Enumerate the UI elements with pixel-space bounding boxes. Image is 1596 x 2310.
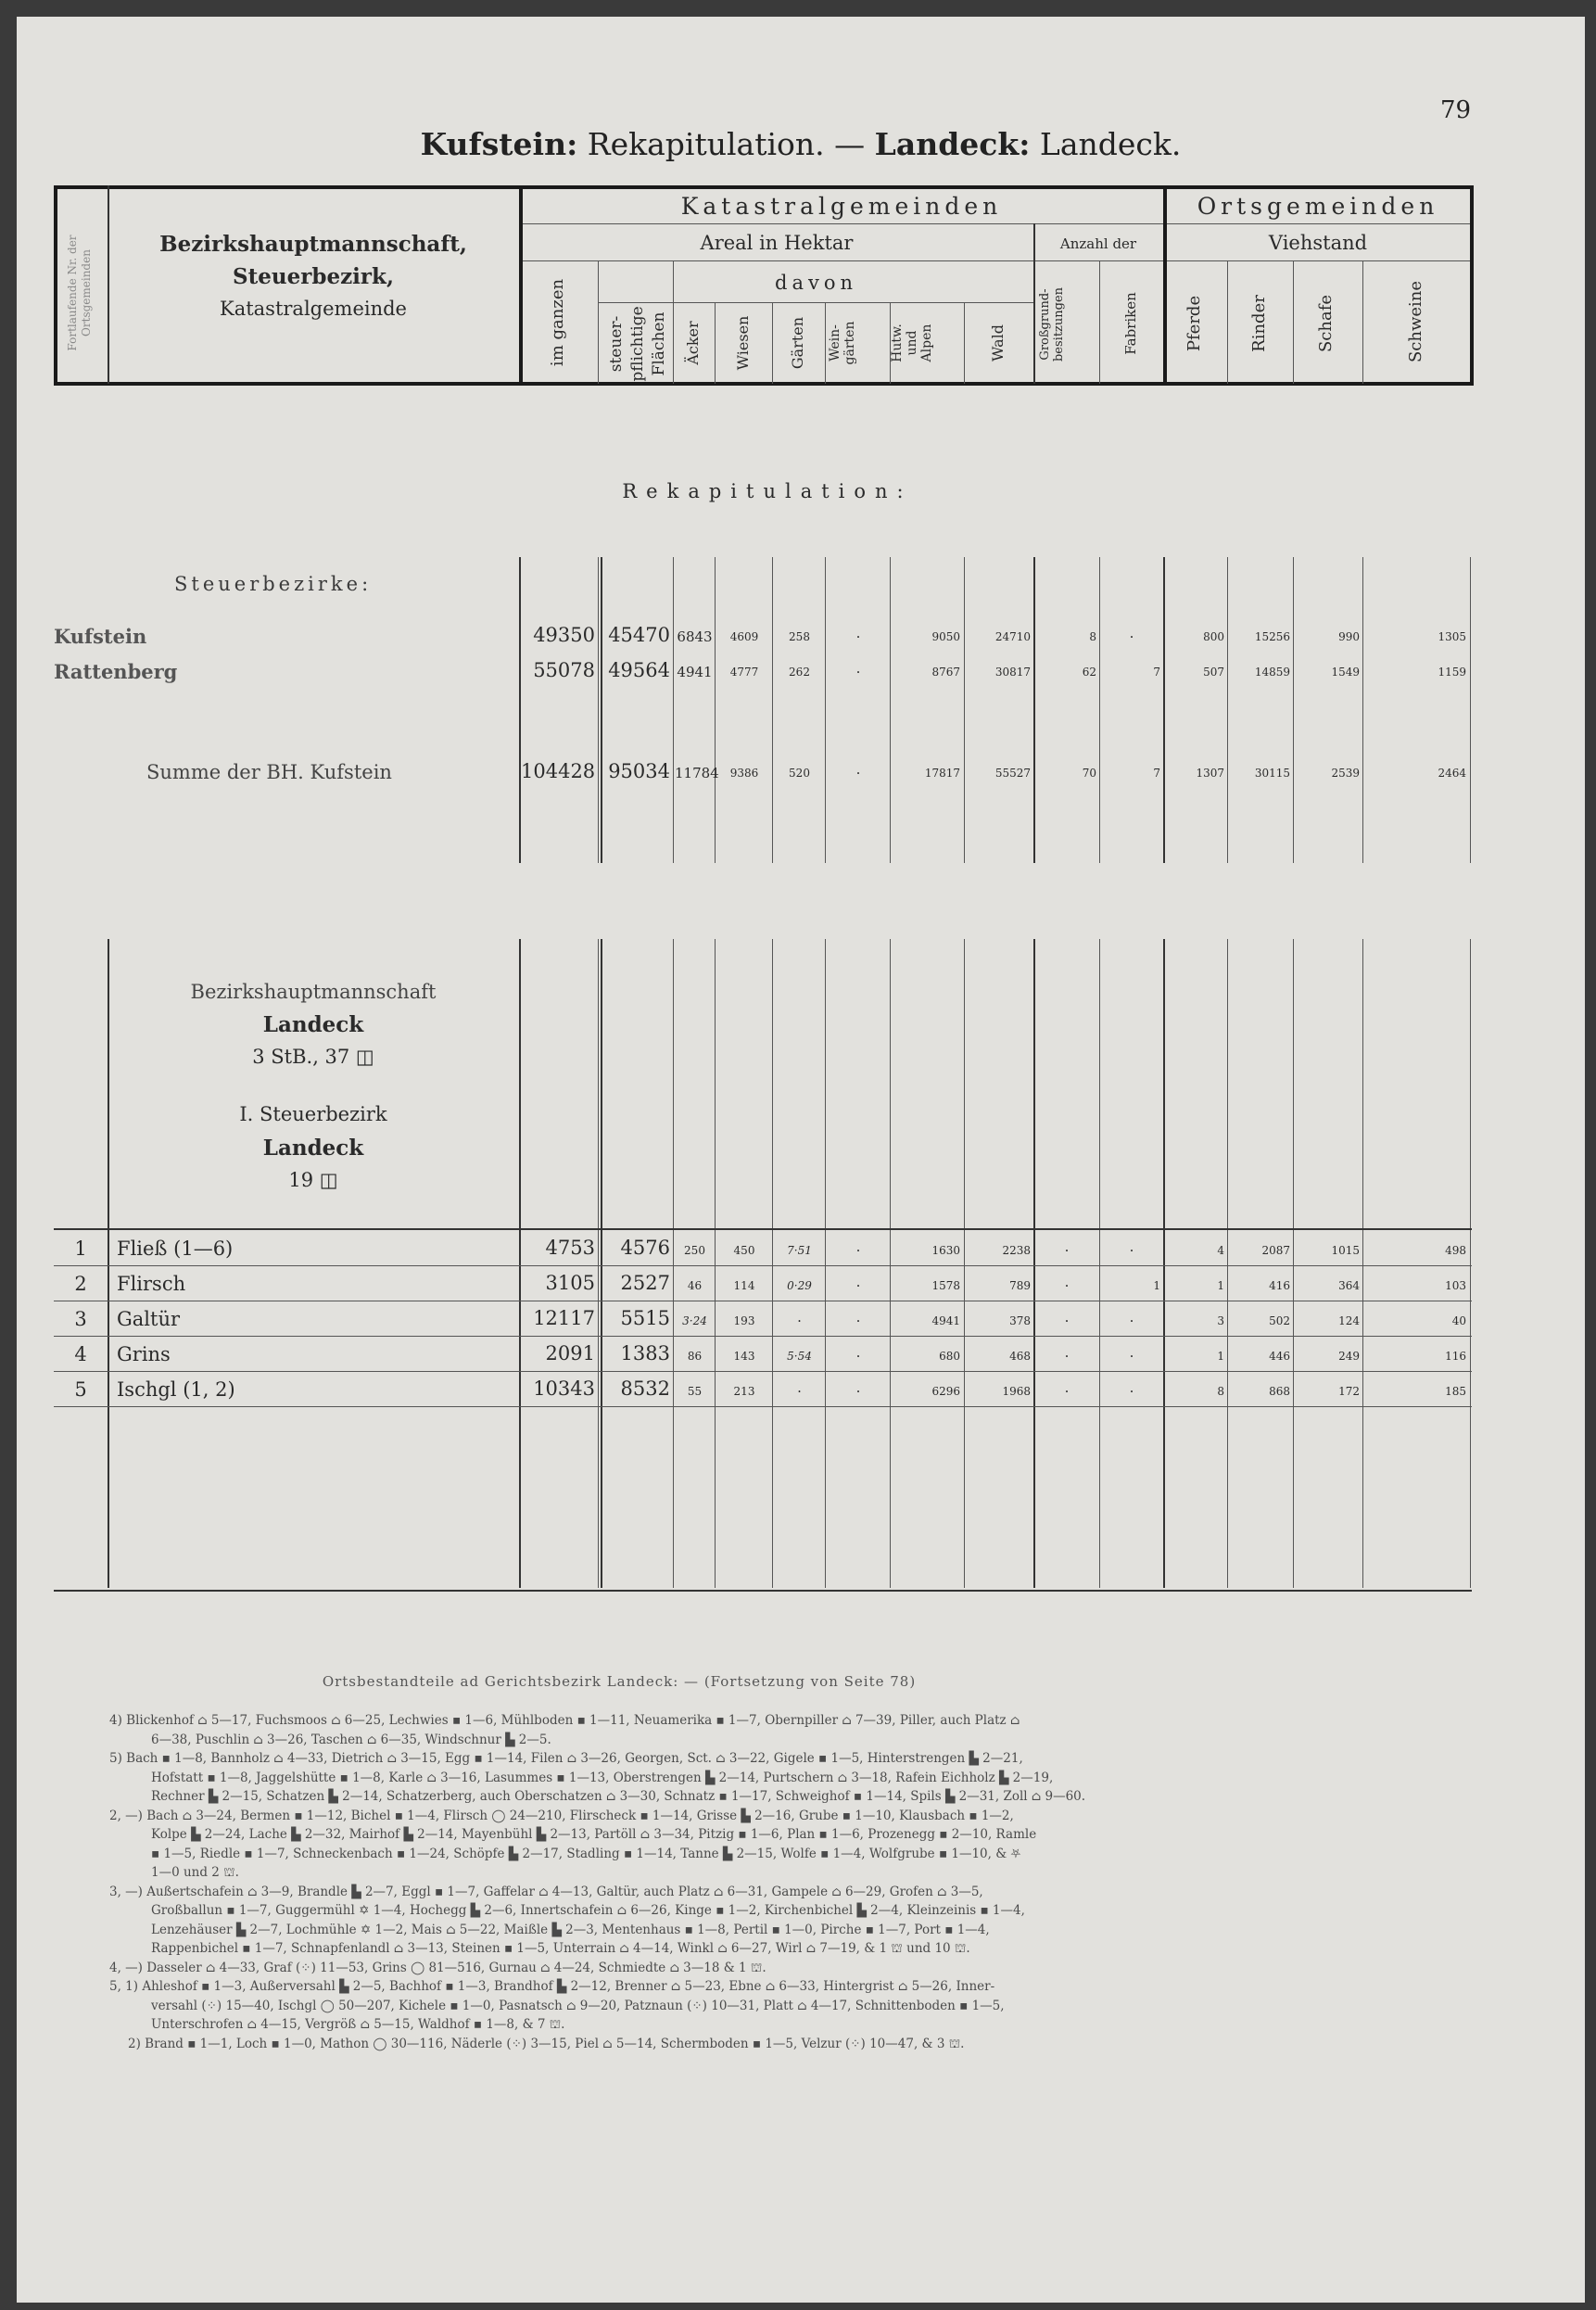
cell: . [1129, 1379, 1134, 1396]
cell: . [1129, 1238, 1134, 1255]
cell: . [1064, 1274, 1070, 1290]
recap-divider-c3 [715, 557, 716, 863]
row-name: Flirsch [117, 1273, 186, 1295]
cell: . [797, 1379, 802, 1396]
footnote-line: 5, 1) Ahleshof ▪ 1—3, Außerversahl ▙ 2—5, Bachhof ▪ 1—3, Brandhof ▙ 2—12, Brenner ⌂ 5—23, Ebne ⌂ 6—33, Hintergrist ⌂ 5—26, Inner- [109, 1979, 995, 1994]
header-col-weingaerten: Wein-gärten [828, 321, 857, 365]
landeck-rule-5 [54, 1406, 1472, 1407]
landeck-divider-c1 [598, 939, 599, 1588]
cell: 17817 [924, 767, 960, 780]
header-col-im-ganzen: im ganzen [548, 278, 567, 367]
footnote-line: 3, —) Außertschafein ⌂ 3—9, Brandle ▙ 2—7, Eggl ▪ 1—7, Gaffelar ⌂ 4—13, Galtür, auch Platz ⌂ 6—31, Gampele ⌂ 6—29, Grofen ⌂ 3—5, [109, 1884, 983, 1899]
row-number: 3 [74, 1308, 87, 1330]
cell: 7 [1153, 767, 1160, 780]
header-divider-c7 [964, 302, 965, 384]
cell: 262 [789, 666, 810, 679]
cell: 789 [1009, 1279, 1031, 1292]
page [17, 17, 1585, 2303]
cell: 14859 [1254, 666, 1290, 679]
cell: 2527 [620, 1272, 670, 1294]
cell: 8532 [620, 1377, 670, 1400]
cell: 0·29 [787, 1279, 812, 1292]
footnote-line: 6—38, Puschlin ⌂ 3—26, Taschen ⌂ 6—35, Windschnur ▙ 2—5. [151, 1732, 551, 1747]
recap-divider-c6 [890, 557, 891, 863]
footnote-line: Kolpe ▙ 2—24, Lache ▙ 2—32, Mairhof ▙ 2—14, Mayenbühl ▙ 2—13, Partöll ⌂ 3—34, Pitzig ▪ 1—6, Plan ▪ 1—6, Prozenegg ▪ 2—10, Ramle [151, 1827, 1037, 1842]
landeck-line5: Landeck [262, 1136, 364, 1161]
cell: . [1064, 1238, 1070, 1255]
recap-divider-c4 [772, 557, 773, 863]
cell: 2464 [1438, 767, 1466, 780]
recap-subheading: Steuerbezirke: [174, 573, 373, 595]
header-col1-line3: Katastralgemeinde [220, 298, 407, 320]
recap-divider-c11 [1227, 557, 1228, 863]
header-rule-2 [519, 260, 1474, 261]
cell: 11784 [675, 765, 719, 781]
title-part-1: Kufstein: [420, 126, 578, 162]
landeck-line2: Landeck [262, 1012, 364, 1037]
header-davon: davon [775, 272, 857, 294]
header-divider-c1 [598, 260, 599, 384]
cell: 9050 [931, 630, 960, 643]
cell: 1305 [1438, 630, 1466, 643]
cell: 1307 [1196, 767, 1224, 780]
cell: 49564 [608, 659, 670, 681]
table-bottom-rule [54, 1590, 1472, 1592]
landeck-divider-c9 [1099, 939, 1100, 1588]
footnote-line: Rechner ▙ 2—15, Schatzen ▙ 2—14, Schatzerberg, auch Oberschatzen ⌂ 3—30, Schnatz ▪ 1—17, Schweighof ▪ 1—14, Spils ▙ 2—31, Zoll ⌂ 9—60. [151, 1789, 1086, 1804]
header-rownum: Fortlaufende Nr. der Ortsgemeinden [66, 235, 93, 351]
footnote-line: 2, —) Bach ⌂ 3—24, Bermen ▪ 1—12, Bichel ▪ 1—4, Flirsch ◯ 24—210, Flirscheck ▪ 1—14, Grisse ▙ 2—16, Grube ▪ 1—10, Klausbach ▪ 1—2, [109, 1808, 1014, 1823]
header-divider-c4 [772, 302, 773, 384]
footnote-line: 1—0 und 2 ⛫. [151, 1865, 239, 1880]
row-name: Galtür [117, 1308, 181, 1330]
recap-row-name: Rattenberg [54, 660, 178, 683]
row-number: 1 [74, 1238, 87, 1260]
cell: 249 [1338, 1350, 1360, 1363]
cell: 250 [684, 1244, 705, 1257]
recap-divider-right [1470, 557, 1471, 863]
footnote-line: 2) Brand ▪ 1—1, Loch ▪ 1—0, Mathon ◯ 30—116, Näderle (⁘) 3—15, Piel ⌂ 5—14, Schermboden ▪ 1—5, Velzur (⁘) 10—47, & 3 ⛫. [128, 2036, 965, 2051]
frame-left [54, 185, 57, 384]
cell: 114 [733, 1279, 755, 1292]
cell: . [1064, 1344, 1070, 1361]
header-divider-c13 [1362, 260, 1363, 384]
cell: . [1129, 625, 1134, 641]
cell: . [855, 1309, 861, 1326]
cell: 70 [1082, 767, 1096, 780]
row-number: 5 [74, 1378, 87, 1401]
cell: 1015 [1331, 1244, 1360, 1257]
cell: 12117 [533, 1307, 595, 1329]
footnote-line: Lenzehäuser ▙ 2—7, Lochmühle ✡ 1—2, Mais ⌂ 5—22, Maißle ▙ 2—3, Mentenhaus ▪ 1—8, Pertil ▪ 1—0, Pirche ▪ 1—7, Port ▪ 1—4, [151, 1922, 990, 1937]
cell: 378 [1009, 1314, 1031, 1327]
cell: 502 [1269, 1314, 1290, 1327]
header-col1-line1: Bezirkshauptmannschaft, [159, 232, 467, 257]
cell: 4941 [677, 664, 713, 680]
row-name: Fließ (1—6) [117, 1238, 234, 1260]
cell: 416 [1269, 1279, 1290, 1292]
frame-right [1470, 185, 1474, 384]
recap-divider-c1b [601, 557, 602, 863]
footnote-line: versahl (⁘) 15—40, Ischgl ◯ 50—207, Kichele ▪ 1—0, Pasnatsch ⌂ 9—20, Patznaun (⁘) 10—31, Platt ⌂ 4—17, Schnittenboden ▪ 1—5, [151, 1998, 1005, 2013]
header-col-steuerpflichtig: steuer-pflichtige Flächen [607, 306, 668, 382]
cell: 30115 [1254, 767, 1290, 780]
cell: 364 [1338, 1279, 1360, 1292]
header-col-fabriken: Fabriken [1122, 292, 1139, 355]
recap-divider-c5 [825, 557, 826, 863]
landeck-divider-c2 [673, 939, 674, 1588]
cell: 3·24 [682, 1314, 707, 1327]
landeck-divider-c1b [601, 939, 602, 1588]
footnotes-block [109, 1711, 1490, 2053]
header-katastral: Katastralgemeinden [680, 193, 1003, 220]
row-name: Ischgl (1, 2) [117, 1378, 235, 1401]
cell: 5·54 [787, 1350, 812, 1363]
cell: . [855, 1238, 861, 1255]
header-bottom-rule [54, 382, 1474, 386]
recap-divider-c12 [1293, 557, 1294, 863]
cell: 4 [1217, 1244, 1224, 1257]
cell: 143 [733, 1350, 755, 1363]
header-col-grossgrund: Großgrund-besitzungen [1038, 286, 1066, 362]
cell: 104428 [521, 760, 596, 782]
cell: 1383 [620, 1342, 670, 1364]
footnote-line: Rappenbichel ▪ 1—7, Schnapfenlandl ⌂ 3—13, Steinen ▪ 1—5, Unterrain ⌂ 4—14, Winkl ⌂ 6—27, Wirl ⌂ 7—19, & 1 ⛫ und 10 ⛫. [151, 1941, 970, 1956]
header-col-gaerten: Gärten [789, 316, 806, 370]
page-number: 79 [1440, 96, 1472, 124]
header-viehstand: Viehstand [1268, 232, 1368, 254]
landeck-rule-3 [54, 1336, 1472, 1337]
cell: 2539 [1331, 767, 1360, 780]
header-col-wiesen: Wiesen [734, 315, 752, 371]
cell: 4609 [729, 630, 759, 643]
cell: 55 [687, 1385, 703, 1398]
landeck-line3: 3 StB., 37 ◫ [252, 1046, 374, 1068]
cell: 116 [1445, 1350, 1466, 1363]
cell: . [855, 761, 861, 778]
landeck-divider-c6 [890, 939, 891, 1588]
cell: 4777 [729, 666, 759, 679]
cell: 185 [1445, 1385, 1466, 1398]
cell: . [855, 1274, 861, 1290]
cell: 62 [1082, 666, 1096, 679]
cell: 10343 [533, 1377, 595, 1400]
recap-divider-c8 [1033, 557, 1035, 863]
landeck-divider-right [1470, 939, 1471, 1588]
header-col1-line2: Steuerbezirk, [233, 264, 394, 289]
cell: 55527 [994, 767, 1031, 780]
cell: 6296 [931, 1385, 960, 1398]
cell: 450 [733, 1244, 755, 1257]
landeck-divider-c4 [772, 939, 773, 1588]
cell: 8 [1217, 1385, 1224, 1398]
footnote-line: 4) Blickenhof ⌂ 5—17, Fuchsmoos ⌂ 6—25, Lechwies ▪ 1—6, Mühlboden ▪ 1—11, Neuamerika ▪ 1—7, Obernpiller ⌂ 7—39, Piller, auch Platz ⌂ [109, 1713, 1020, 1728]
cell: 2087 [1261, 1244, 1290, 1257]
title-part-4: Landeck. [1030, 126, 1182, 162]
footnotes-heading: Ortsbestandteile ad Gerichtsbezirk Landeck: — (Fortsetzung von Seite 78) [322, 1673, 917, 1690]
cell: 1 [1153, 1279, 1160, 1292]
cell: 55078 [533, 659, 595, 681]
header-divider-c5 [825, 302, 826, 384]
header-orts: Ortsgemeinden [1197, 193, 1439, 220]
footnote-line: Großballun ▪ 1—7, Guggermühl ✡ 1—4, Hochegg ▙ 2—6, Innertschafein ⌂ 6—26, Kinge ▪ 1—2, Kirchenbichel ▙ 2—4, Kleinzeinis ▪ 1—4, [151, 1903, 1025, 1918]
cell: 3 [1217, 1314, 1224, 1327]
cell: . [797, 1309, 802, 1326]
landeck-divider-c8 [1033, 939, 1035, 1588]
cell: 1549 [1331, 666, 1360, 679]
cell: 4941 [931, 1314, 960, 1327]
cell: . [855, 1379, 861, 1396]
cell: 468 [1009, 1350, 1031, 1363]
landeck-divider-c11 [1227, 939, 1228, 1588]
cell: 8767 [931, 666, 960, 679]
row-number: 4 [74, 1343, 87, 1365]
cell: 680 [939, 1350, 960, 1363]
recap-divider-c13 [1362, 557, 1363, 863]
cell: . [855, 660, 861, 677]
page-title [17, 126, 1585, 162]
cell: 172 [1338, 1385, 1360, 1398]
landeck-divider-c10 [1163, 939, 1165, 1588]
header-divider-c11 [1227, 260, 1228, 384]
footnote-line: ▪ 1—5, Riedle ▪ 1—7, Schneckenbach ▪ 1—24, Schöpfe ▙ 2—17, Stadling ▪ 1—14, Tanne ▙ 2—15, Wolfe ▪ 1—4, Wolfgrube ▪ 1—10, & ⛧ [151, 1846, 1021, 1861]
footnote-line: 4, —) Dasseler ⌂ 4—33, Graf (⁘) 11—53, Grins ◯ 81—516, Gurnau ⌂ 4—24, Schmiedte ⌂ 3—18 & 1 ⛫. [109, 1960, 766, 1975]
cell: . [1129, 1309, 1134, 1326]
recap-divider-c10 [1163, 557, 1165, 863]
landeck-divider-c5 [825, 939, 826, 1588]
cell: 124 [1338, 1314, 1360, 1327]
cell: 1630 [931, 1244, 960, 1257]
header-anzahl: Anzahl der [1059, 235, 1137, 252]
cell: 800 [1203, 630, 1224, 643]
cell: 9386 [729, 767, 759, 780]
cell: 990 [1338, 630, 1360, 643]
cell: 6843 [677, 628, 713, 645]
header-col-schweine: Schweine [1406, 280, 1425, 363]
cell: 507 [1203, 666, 1224, 679]
header-areal: Areal in Hektar [700, 232, 854, 254]
landeck-divider-c13 [1362, 939, 1363, 1588]
recap-divider-c7 [964, 557, 965, 863]
cell: . [1064, 1379, 1070, 1396]
cell: 24710 [994, 630, 1031, 643]
cell: 45470 [608, 624, 670, 646]
recap-heading: Rekapitulation: [622, 480, 913, 502]
cell: 4753 [545, 1237, 595, 1259]
cell: 7·51 [787, 1244, 812, 1257]
cell: 15256 [1254, 630, 1290, 643]
cell: 4576 [620, 1237, 670, 1259]
cell: 1 [1217, 1350, 1224, 1363]
cell: 868 [1269, 1385, 1290, 1398]
cell: 1968 [1002, 1385, 1031, 1398]
recap-divider-c1 [598, 557, 599, 863]
table-top-rule [54, 185, 1474, 189]
header-col-rinder: Rinder [1249, 295, 1269, 352]
cell: 213 [733, 1385, 755, 1398]
cell: 5515 [620, 1307, 670, 1329]
landeck-rule-1 [54, 1265, 1472, 1266]
cell: 86 [687, 1350, 703, 1363]
cell: 1578 [931, 1279, 960, 1292]
landeck-line4: I. Steuerbezirk [239, 1103, 387, 1125]
cell: 7 [1153, 666, 1160, 679]
cell: 1 [1217, 1279, 1224, 1292]
header-rule-1 [519, 223, 1474, 224]
footnote-line: Hofstatt ▪ 1—8, Jaggelshütte ▪ 1—8, Karle ⌂ 3—16, Lasummes ▪ 1—13, Oberstrengen ▙ 2—14, Purtschern ⌂ 3—18, Rafein Eichholz ▙ 2—19, [151, 1770, 1054, 1785]
cell: . [1129, 1344, 1134, 1361]
cell: 49350 [533, 624, 595, 646]
cell: . [855, 625, 861, 641]
cell: 8 [1089, 630, 1096, 643]
header-col-hutweiden: Hutw. und Alpen [890, 324, 934, 362]
landeck-divider-c7 [964, 939, 965, 1588]
cell: 258 [789, 630, 810, 643]
recap-divider-c9 [1099, 557, 1100, 863]
title-part-3: Landeck: [874, 126, 1031, 162]
cell: 193 [733, 1314, 755, 1327]
row-name: Grins [117, 1343, 171, 1365]
cell: 498 [1445, 1244, 1466, 1257]
cell: 3105 [545, 1272, 595, 1294]
recap-divider-name [519, 557, 521, 863]
landeck-rule-4 [54, 1371, 1472, 1372]
cell: 2238 [1002, 1244, 1031, 1257]
cell: 30817 [994, 666, 1031, 679]
header-divider-c12 [1293, 260, 1294, 384]
landeck-divider-c12 [1293, 939, 1294, 1588]
landeck-line6: 19 ◫ [288, 1169, 338, 1191]
landeck-line1: Bezirkshauptmannschaft [190, 981, 437, 1003]
header-divider-c9 [1099, 260, 1100, 384]
landeck-divider-name [519, 939, 521, 1588]
recap-divider-c2 [673, 557, 674, 863]
footnote-line: 5) Bach ▪ 1—8, Bannholz ⌂ 4—33, Dietrich ⌂ 3—15, Egg ▪ 1—14, Filen ⌂ 3—26, Georgen, Sct. ⌂ 3—22, Gigele ▪ 1—5, Hinterstrengen ▙ 2—21, [109, 1751, 1023, 1766]
cell: 103 [1445, 1279, 1466, 1292]
cell: 1159 [1438, 666, 1466, 679]
row-number: 2 [74, 1273, 87, 1295]
header-divider-c3 [715, 302, 716, 384]
header-col-schafe: Schafe [1316, 294, 1336, 353]
cell: 46 [687, 1279, 703, 1292]
landeck-rule-0 [54, 1228, 1472, 1230]
footnote-line: Unterschrofen ⌂ 4—15, Vergröß ⌂ 5—15, Waldhof ▪ 1—8, & 7 ⛫. [151, 2017, 565, 2032]
cell: . [1064, 1309, 1070, 1326]
cell: 40 [1451, 1314, 1466, 1327]
cell: 2091 [545, 1342, 595, 1364]
sum-row-name: Summe der BH. Kufstein [146, 761, 392, 783]
cell: 520 [789, 767, 810, 780]
landeck-divider-c3 [715, 939, 716, 1588]
cell: 446 [1269, 1350, 1290, 1363]
header-col-aecker: Äcker [684, 321, 702, 365]
cell: . [855, 1344, 861, 1361]
recap-row-name: Kufstein [54, 625, 147, 648]
header-col-wald: Wald [989, 324, 1007, 362]
header-col-pferde: Pferde [1184, 295, 1204, 352]
cell: 95034 [608, 760, 670, 782]
title-part-2: Rekapitulation. — [577, 126, 875, 162]
